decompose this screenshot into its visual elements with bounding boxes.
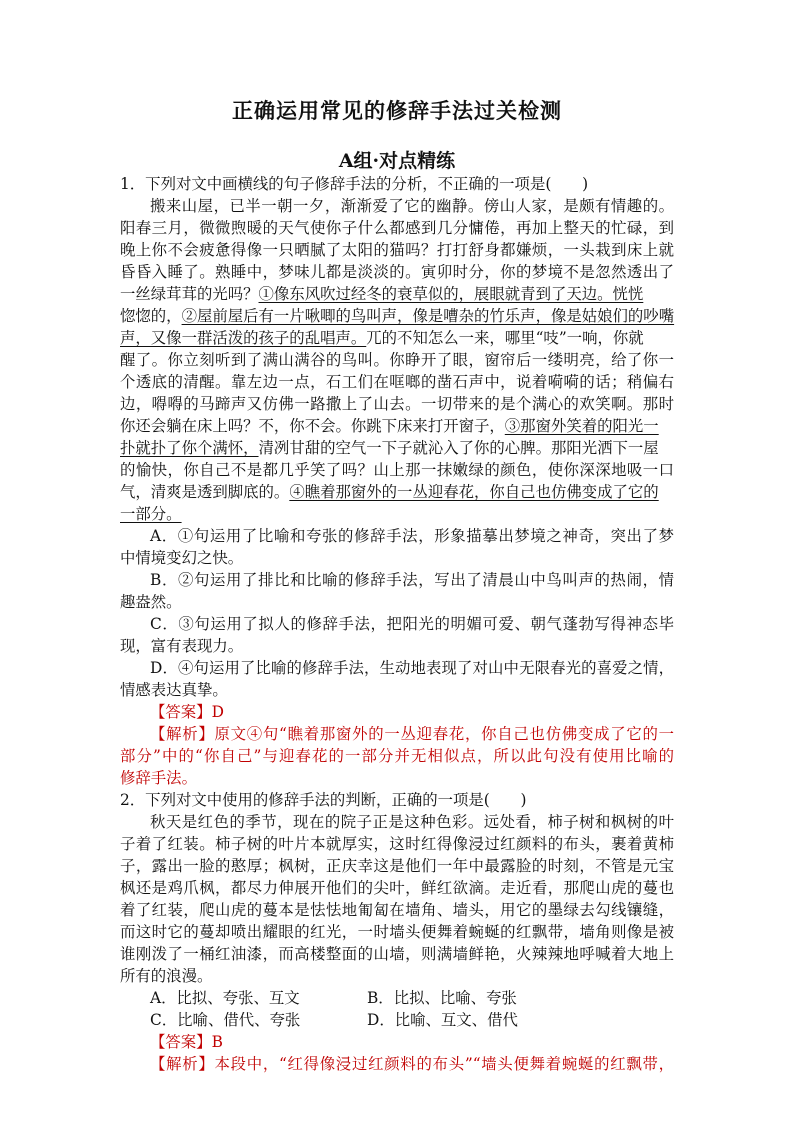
q1-passage-line <box>120 503 182 527</box>
q1-passage-line: 晚上你不会疲惫得像一只晒腻了太阳的猫吗？打打舒身都嫌烦，一头栽到床上就 <box>120 241 674 259</box>
q1-analysis-line: 部分”中的“你自己”与迎春花的一部分并无相似点，所以此句没有使用比喻的 <box>120 747 674 765</box>
q2-passage-line: 所有的浪漫。 <box>120 967 213 985</box>
q1-passage-line <box>120 283 643 307</box>
q1-underlined-sentence-3: ③那窗外笑着的阳光一 <box>504 417 659 435</box>
q2-option-a: A．比拟、夸张、互文 <box>150 989 300 1007</box>
q1-underlined-sentence-2-cont: 声，又像一群活泼的孩子的乱唱声。 <box>120 329 367 347</box>
section-heading: A组·对点精练 <box>338 150 456 172</box>
q2-answer <box>150 1031 223 1055</box>
analysis-label: 【解析】 <box>150 1055 215 1073</box>
q1-underlined-sentence-4-cont: 一部分。 <box>120 505 182 523</box>
q1-passage-text: 惚惚的， <box>120 307 182 325</box>
q2-passage-line: 而这时它的蔓却喷出耀眼的红光，一时墙头便舞着蜿蜒的红飘带，墙角则像是被 <box>120 923 674 941</box>
q1-passage-line <box>120 305 674 329</box>
q1-passage-line <box>120 327 644 351</box>
q1-option-c-cont: 现，富有表现力。 <box>120 637 244 655</box>
q1-underlined-sentence-3-cont: 扑就扑了你个满怀， <box>120 439 259 457</box>
q1-passage-line <box>120 415 659 439</box>
q1-passage-text: 一丝绿茸茸的光吗？ <box>120 285 259 303</box>
q2-option-c: C．比喻、借代、夸张 <box>150 1011 301 1029</box>
q1-underlined-sentence-4: ④瞧着那窗外的一丛迎春花，你自己也仿佛变成了它的 <box>289 483 659 501</box>
q1-option-a-cont: 中情境变幻之快。 <box>120 549 244 567</box>
q2-passage-line: 谁刚泼了一桶红油漆，而高楼整面的山墙，则满墙鲜艳，火辣辣地呼喊着大地上 <box>120 945 674 963</box>
q1-passage-text: 气，清爽是透到脚底的。 <box>120 483 290 501</box>
q2-option-d: D．比喻、互文、借代 <box>367 1011 518 1029</box>
q1-passage-line <box>120 481 659 505</box>
question-1-stem: 1．下列对文中画横线的句子修辞手法的分析，不正确的一项是( ) <box>120 175 589 193</box>
analysis-text: 本段中，“红得像浸过红颜料的布头”“墙头便舞着蜿蜒的红飘带， <box>214 1055 674 1073</box>
answer-value: D <box>211 703 224 721</box>
q1-passage-text: 清冽甘甜的空气一下子就沁入了你的心脾。那阳光洒下一屋 <box>258 439 659 457</box>
q1-answer <box>150 701 224 725</box>
q1-passage-line: 的愉快，你自己不是都几乎笑了吗？山上那一抹嫩绿的颜色，使你深深地吸一口 <box>120 461 674 479</box>
answer-value: B <box>211 1033 223 1051</box>
q1-option-d-cont: 情感表达真挚。 <box>120 681 228 699</box>
q1-analysis-line: 修辞手法。 <box>120 769 197 787</box>
q2-passage-line: 秋天是红色的季节，现在的院子正是这种色彩。远处看，柿子树和枫树的叶 <box>150 813 674 831</box>
analysis-label: 【解析】 <box>150 725 215 743</box>
q1-underlined-sentence-1: ①像东风吹过经冬的衰草似的，展眼就青到了天边。恍恍 <box>258 285 644 303</box>
q1-passage-line: 醒了。你立刻听到了满山满谷的鸟叫。你睁开了眼，窗帘后一缕明亮，给了你一 <box>120 351 674 369</box>
q1-passage-line <box>120 437 659 461</box>
q1-option-d: D．④句运用了比喻的修辞手法，生动地表现了对山中无限春光的喜爱之情， <box>150 659 674 677</box>
q1-option-b: B．②句运用了排比和比喻的修辞手法，写出了清晨山中鸟叫声的热闹，情 <box>150 571 674 589</box>
q2-passage-line: 着了红装，爬山虎的蔓本是怯怯地匍匐在墙角、墙头，用它的墨绿去勾线镶缝， <box>120 901 674 919</box>
q1-passage-text: 你还会躺在床上吗？不，你不会。你跳下床来打开窗子， <box>120 417 505 435</box>
page-title: 正确运用常见的修辞手法过关检测 <box>232 98 562 123</box>
q2-passage-line: 子，露出一脸的憨厚；枫树，正庆幸这是他们一年中最露脸的时刻，不管是元宝 <box>120 857 674 875</box>
q1-option-a: A．①句运用了比喻和夸张的修辞手法，形象描摹出梦境之神奇，突出了梦 <box>150 527 674 545</box>
q2-option-b: B．比拟、比喻、夸张 <box>367 989 517 1007</box>
q1-passage-line: 搬来山屋，已半一朝一夕，渐渐爱了它的幽静。傍山人家，是颇有情趣的。 <box>150 197 674 215</box>
answer-label: 【答案】 <box>150 1033 212 1051</box>
q1-option-b-cont: 趣盎然。 <box>120 593 182 611</box>
analysis-text: 原文④句“瞧着那窗外的一丛迎春花，你自己也仿佛变成了它的一 <box>214 725 674 743</box>
q1-option-c: C．③句运用了拟人的修辞手法，把阳光的明媚可爱、朝气蓬勃写得神态毕 <box>150 615 674 633</box>
q2-passage-line: 子着了红装。柿子树的叶片本就厚实，这时红得像浸过红颜料的布头，裹着黄柿 <box>120 835 674 853</box>
q2-analysis <box>150 1053 674 1077</box>
q1-passage-line: 边，嘚嘚的马蹄声又仿佛一路撒上了山去。一切带来的是个满心的欢笑啊。那时 <box>120 395 674 413</box>
q1-passage-text: 兀的不知怎么一来，哪里“吱”一响，你就 <box>366 329 644 347</box>
q1-underlined-sentence-2: ②屋前屋后有一片啾唧的鸟叫声，像是嘈杂的竹乐声，像是姑娘们的吵嘴 <box>181 307 675 325</box>
answer-label: 【答案】 <box>150 703 212 721</box>
question-2-stem: 2．下列对文中使用的修辞手法的判断，正确的一项是( ) <box>120 791 527 809</box>
q1-passage-line: 昏昏入睡了。熟睡中，梦味儿都是淡淡的。寅卯时分，你的梦境不是忽然透出了 <box>120 263 674 281</box>
q1-passage-line: 个透底的清醒。靠左边一点，石工们在哐啷的凿石声中，说着嗬嗬的话；稍偏右 <box>120 373 674 391</box>
q1-passage-line: 阳春三月，微微煦暖的天气使你子什么都感到几分慵倦，再加上整天的忙碌，到 <box>120 219 674 237</box>
q1-analysis <box>150 723 674 747</box>
q2-passage-line: 枫还是鸡爪枫，都尽力伸展开他们的尖叶，鲜红欲滴。走近看，那爬山虎的蔓也 <box>120 879 674 897</box>
